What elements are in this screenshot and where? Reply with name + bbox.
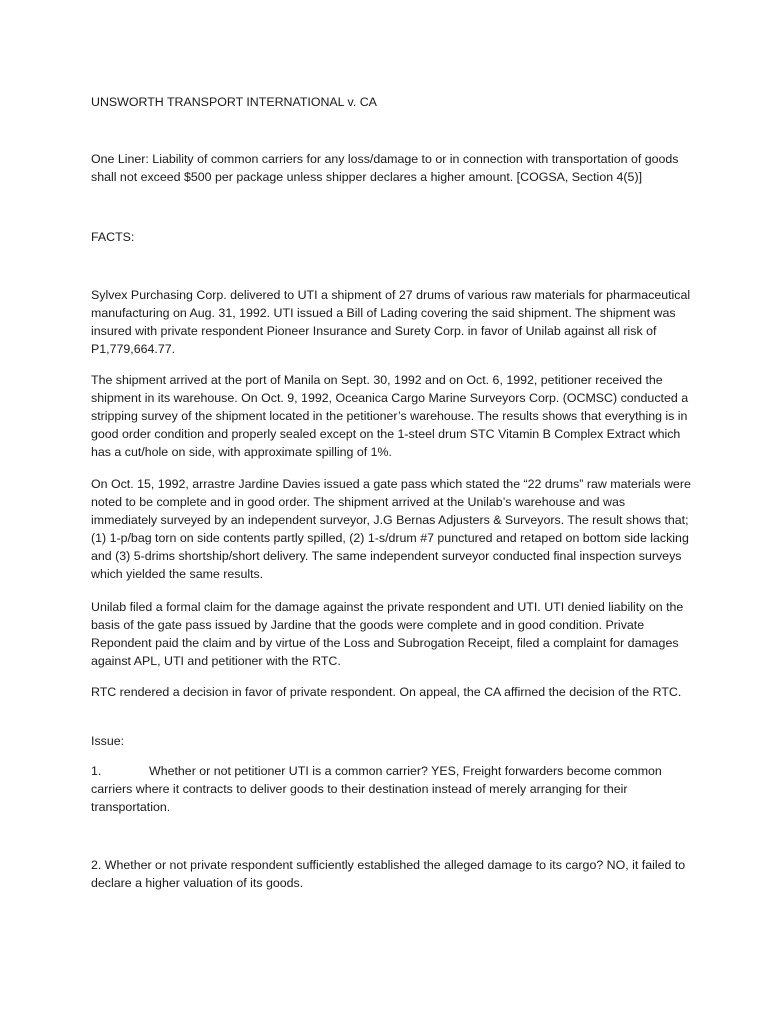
facts-paragraph-4: Unilab filed a formal claim for the damage against the private respondent and UTI. UTI denied liability on the basis of the gate pass issued by Jardine that the goods were complete and in good condition. Private Repondent paid the claim and by virtue of the Loss and Subrogation Receipt, filed a complaint for damages against APL, UTI and petitioner with the RTC. [91, 600, 684, 668]
one-liner-paragraph: One Liner: Liability of common carriers for any loss/damage to or in connection with transportation of goods shall not exceed $500 per package unless shipper declares a higher amount. [COGSA, Section 4(5)] [91, 152, 679, 184]
issue-1-number: 1. [91, 764, 102, 778]
facts-paragraph-5: RTC rendered a decision in favor of private respondent. On appeal, the CA affirned the decision of the RTC. [91, 685, 682, 699]
issue-1 [91, 762, 691, 816]
facts-paragraph-3: On Oct. 15, 1992, arrastre Jardine Davies issued a gate pass which stated the “22 drums” raw materials were noted to be complete and in good order. The shipment arrived at the Unilab’s warehouse and was immediately surveyed by an independent surveyor, J.G Bernas Adjusters & Surveyors. The result shows that; (1) 1-p/bag torn on side contents partly spilled, (2) 1-s/drum #7 punctured and retaped on bottom side lacking and (3) 5-drims shortship/short delivery. The same independent surveyor conducted final inspection surveys which yielded the same results. [91, 477, 691, 581]
document-title: UNSWORTH TRANSPORT INTERNATIONAL v. CA [91, 95, 377, 109]
facts-paragraph-2: The shipment arrived at the port of Manila on Sept. 30, 1992 and on Oct. 6, 1992, petitioner received the shipment in its warehouse. On Oct. 9, 1992, Oceanica Cargo Marine Surveyors Corp. (OCMSC) conducted a stripping survey of the shipment located in the petitioner’s warehouse. The results shows that everything is in good order condition and properly sealed except on the 1-steel drum STC Vitamin B Complex Extract which has a cut/hole on side, with approximate spilling of 1%. [91, 373, 689, 459]
issue-heading: Issue: [91, 734, 125, 748]
issue-2: 2. Whether or not private respondent sufficiently established the alleged damage to its cargo? NO, it failed to declare a higher valuation of its goods. [91, 858, 686, 890]
issue-1-text: Whether or not petitioner UTI is a common carrier? YES, Freight forwarders become common carriers where it contracts to deliver goods to their destination instead of merely arranging for their transportation. [91, 764, 662, 814]
facts-paragraph-1: Sylvex Purchasing Corp. delivered to UTI a shipment of 27 drums of various raw materials for pharmaceutical manufacturing on Aug. 31, 1992. UTI issued a Bill of Lading covering the said shipment. The shipment was insured with private respondent Pioneer Insurance and Surety Corp. in favor of Unilab against all risk of P1,779,664.77. [91, 288, 691, 356]
facts-heading: FACTS: [91, 230, 135, 244]
